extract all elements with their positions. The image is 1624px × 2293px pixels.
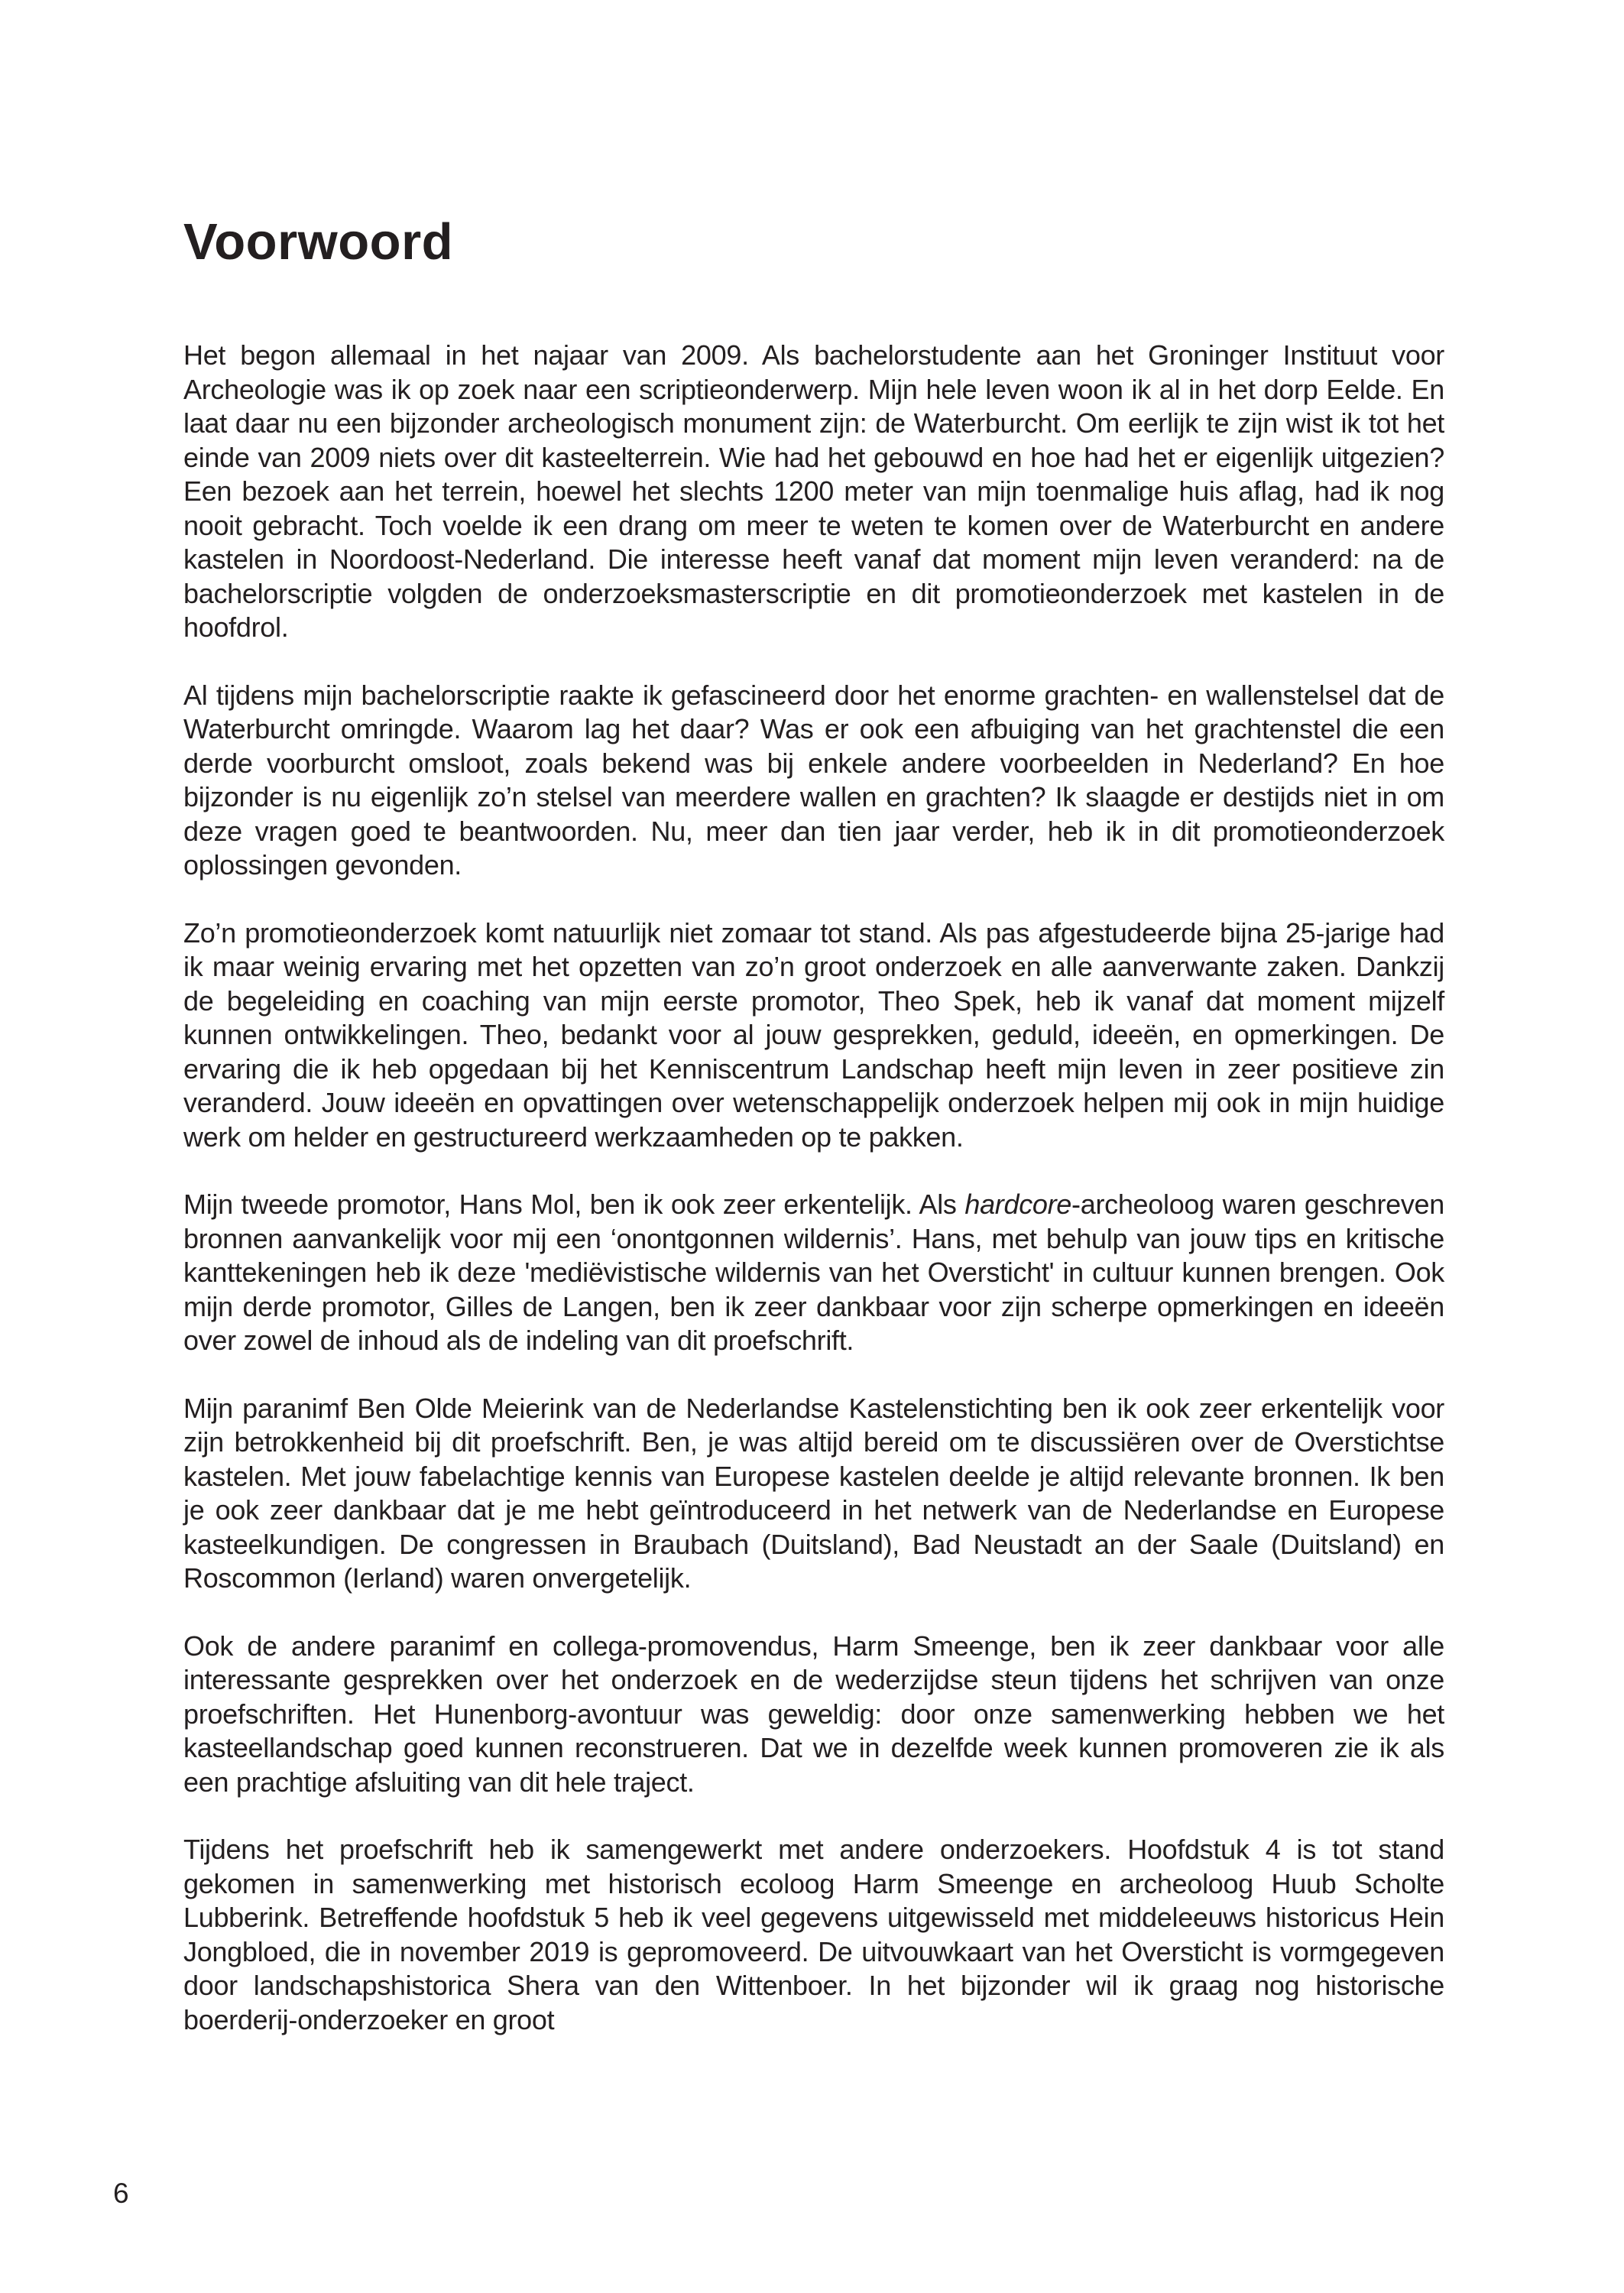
text-block: [183, 213, 1444, 2037]
paragraph-4: [183, 1188, 1444, 1358]
paragraph-1: Het begon allemaal in het najaar van 2009. Als bachelorstudente aan het Groninger Instituut voor Archeologie was ik op zoek naar een scriptieonderwerp. Mijn hele leven woon ik al in het dorp Eelde. En laat daar nu een bijzonder archeologisch monument zijn: de Waterburcht. Om eerlijk te zijn wist ik tot het einde van 2009 niets over dit kasteelterrein. Wie had het gebouwd en hoe had het er eigenlijk uitgezien? Een bezoek aan het terrein, hoewel het slechts 1200 meter van mijn toenmalige huis aflag, had ik nog nooit gebracht. Toch voelde ik een drang om meer te weten te komen over de Waterburcht en andere kastelen in Noordoost-Nederland. Die interesse heeft vanaf dat moment mijn leven veranderd: na de bachelorscriptie volgden de onderzoeksmasterscriptie en dit promotieonderzoek met kastelen in de hoofdrol.: [183, 339, 1444, 643]
paragraph-6: Ook de andere paranimf en collega-promovendus, Harm Smeenge, ben ik zeer dankbaar voor alle interessante gesprekken over het onderzoek en de wederzijdse steun tijdens het schrijven van onze proefschriften. Het Hunenborg-avontuur was geweldig: door onze samenwerking hebben we het kasteellandschap goed kunnen reconstrueren. Dat we in dezelfde week kunnen promoveren zie ik als een prachtige afsluiting van dit hele traject.: [183, 1630, 1444, 1798]
paragraph-5: Mijn paranimf Ben Olde Meierink van de Nederlandse Kastelenstichting ben ik ook zeer erkentelijk voor zijn betrokkenheid bij dit proefschrift. Ben, je was altijd bereid om te discussiëren over de Overstichtse kastelen. Met jouw fabelachtige kennis van Europese kastelen deelde je altijd relevante bronnen. Ik ben je ook zeer dankbaar dat je me hebt geïntroduceerd in het netwerk van de Nederlandse en Europese kasteelkundigen. De congressen in Braubach (Duitsland), Bad Neustadt an der Saale (Duitsland) en Roscommon (Ierland) waren onvergetelijk.: [183, 1392, 1444, 1594]
paragraph-3: Zo’n promotieonderzoek komt natuurlijk niet zomaar tot stand. Als pas afgestudeerde bijna 25-jarige had ik maar weinig ervaring met het opzetten van zo’n groot onderzoek en alle aanverwante zaken. Dankzij de begeleiding en coaching van mijn eerste promotor, Theo Spek, heb ik vanaf dat moment mijzelf kunnen ontwikkelingen. Theo, bedankt voor al jouw gesprekken, geduld, ideeën, en opmerkingen. De ervaring die ik heb opgedaan bij het Kenniscentrum Landschap heeft mijn leven in zeer positieve zin veranderd. Jouw ideeën en opvattingen over wetenschappelijk onderzoek helpen mij ook in mijn huidige werk om helder en gestructureerd werkzaamheden op te pakken.: [183, 916, 1444, 1153]
paragraph-7: Tijdens het proefschrift heb ik samengewerkt met andere onderzoekers. Hoofdstuk 4 is tot stand gekomen in samenwerking met historisch ecoloog Harm Smeenge en archeoloog Huub Scholte Lubberink. Betreffende hoofdstuk 5 heb ik veel gegevens uitgewisseld met middeleeuws historicus Hein Jongbloed, die in november 2019 is gepromoveerd. De uitvouwkaart van het Oversticht is vormgegeven door landschapshistorica Shera van den Wittenboer. In het bijzonder wil ik graag nog historische boerderij-onderzoeker en groot: [183, 1834, 1444, 2035]
page-title: Voorwoord: [183, 213, 454, 271]
paragraph-text: Mijn tweede promotor, Hans Mol, ben ik ook zeer erkentelijk. Als: [183, 1189, 965, 1220]
italic-term: hardcore: [964, 1189, 1072, 1220]
page-number: 6: [113, 2178, 129, 2209]
paragraph-text: -archeoloog waren geschreven bronnen aanvankelijk voor mij een ‘onontgonnen wildernis’. Hans, met behulp van jouw tips en kritische kanttekeningen heb ik deze 'mediëvistische wildernis van het Oversticht' in cultuur kunnen brengen. Ook mijn derde promotor, Gilles de Langen, ben ik zeer dankbaar voor zijn scherpe opmerkingen en ideeën over zowel de inhoud als de indeling van dit proefschrift.: [183, 1189, 1444, 1356]
paragraph-2: Al tijdens mijn bachelorscriptie raakte ik gefascineerd door het enorme grachten- en wallenstelsel dat de Waterburcht omringde. Waarom lag het daar? Was er ook een afbuiging van het grachtenstel die een derde voorburcht omsloot, zoals bekend was bij enkele andere voorbeelden in Nederland? En hoe bijzonder is nu eigenlijk zo’n stelsel van meerdere wallen en grachten? Ik slaagde er destijds niet in om deze vragen goed te beantwoorden. Nu, meer dan tien jaar verder, heb ik in dit promotieonderzoek oplossingen gevonden.: [183, 679, 1444, 881]
